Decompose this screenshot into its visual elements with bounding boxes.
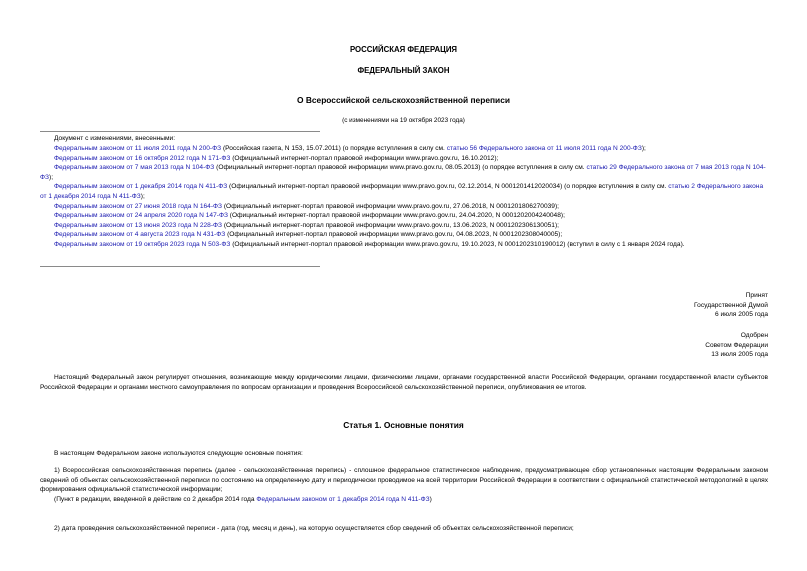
amendment-link[interactable]: Федеральным законом от 7 мая 2013 года N 104-ФЗ	[54, 164, 215, 172]
amendment-item: Федеральным законом от 19 октября 2023 года N 503-ФЗ (Официальный интернет-портал правовой информации www.pravo.gov.ru, 19.10.2023, N 0001202310190012) (вступил в силу с 1 января 2024 года).	[54, 240, 685, 248]
article-1-item-1: 1) Всероссийская сельскохозяйственная перепись (далее - сельскохозяйственная перепись) - сплошное федеральное статистическое наблюдение, предусматривающее сбор установленных настоящим Федеральным законом сведений об объектах сельскохозяйственной переписи по состоянию на определенную дату и периодически проводимое на всей территории Российской Федерации в соответствии с официальной статистической методологией в целях формирования официальной статистической информации; (Пункт в редакции, введенной в действие со 2 декабря 2014 года Федеральным законом от 1 декабря 2014 года N 411-ФЗ)	[40, 467, 768, 503]
amendments-list	[40, 144, 770, 250]
amendment-link[interactable]: Федеральным законом от 16 октября 2012 года N 171-ФЗ	[54, 154, 231, 162]
country-heading: РОССИЙСКАЯ ФЕДЕРАЦИЯ	[349, 45, 458, 54]
adoption-federation-council: Одобрен Советом Федерации 13 июля 2005 года	[705, 332, 768, 359]
amendment-item: Федеральным законом от 16 октября 2012 года N 171-ФЗ (Официальный интернет-портал правовой информации www.pravo.gov.ru, 16.10.2012);	[54, 154, 499, 162]
amendment-link[interactable]: Федеральным законом от 27 июня 2018 года N 164-ФЗ	[54, 202, 223, 210]
amendment-article-link[interactable]: статью 29 Федерального закона от 7 мая 2013 года N 104-ФЗ	[40, 164, 766, 181]
amendment-link[interactable]: Федеральным законом от 4 августа 2023 года N 431-ФЗ	[54, 231, 226, 239]
amendment-item: Федеральным законом от 11 июля 2011 года N 200-ФЗ (Российская газета, N 153, 15.07.2011) (о порядке вступления в силу см. статью 56 Федерального закона от 11 июля 2011 года N 200-ФЗ);	[54, 145, 646, 152]
amendment-article-link[interactable]: статью 56 Федерального закона от 11 июля 2011 года N 200-ФЗ	[446, 145, 642, 152]
amendment-item: Федеральным законом от 24 апреля 2020 года N 147-ФЗ (Официальный интернет-портал правовой информации www.pravo.gov.ru, 24.04.2020, N 0001202004240048);	[54, 212, 565, 220]
article-1-title: Статья 1. Основные понятия	[343, 420, 464, 430]
article-1-item-2: 2) дата проведения сельскохозяйственной переписи - дата (год, месяц и день), на которую осуществляется сбор сведений об объектах сельскохозяйственной переписи;	[54, 525, 574, 532]
item-1-edition-link[interactable]: Федеральным законом от 1 декабря 2014 года N 411-ФЗ	[256, 495, 430, 503]
amendment-article-link[interactable]: статью 2 Федерального закона от 1 декабря 2014 года N 411-ФЗ	[40, 183, 764, 200]
amendment-link[interactable]: Федеральным законом от 1 декабря 2014 года N 411-ФЗ	[54, 183, 228, 191]
document-title: О Всероссийской сельскохозяйственной переписи	[296, 95, 511, 105]
amendment-link[interactable]: Федеральным законом от 24 апреля 2020 года N 147-ФЗ	[54, 212, 228, 220]
preamble-paragraph: Настоящий Федеральный закон регулирует отношения, возникающие между юридическими лицами, физическими лицами, органами государственной власти Российской Федерации, органами государственной власти субъектов Российской Федерации и органами местного самоуправления по вопросам организации и проведения Всероссийской сельскохозяйственной переписи, опубликования ее итогов.	[40, 374, 768, 391]
amendment-link[interactable]: Федеральным законом от 11 июля 2011 года N 200-ФЗ	[54, 145, 222, 152]
amendment-item: Федеральным законом от 7 мая 2013 года N 104-ФЗ (Официальный интернет-портал правовой информации www.pravo.gov.ru, 08.05.2013) (о порядке вступления в силу см. статью 29 Федерального закона от 7 мая 2013 года N 104-ФЗ);	[40, 164, 766, 181]
amendments-bottom-divider	[40, 266, 320, 267]
item-1-edition-note: (Пункт в редакции, введенной в действие со 2 декабря 2014 года Федеральным законом от 1 декабря 2014 года N 411-ФЗ)	[54, 495, 432, 503]
amendments-top-divider	[40, 131, 320, 132]
amendment-item: Федеральным законом от 13 июня 2023 года N 228-ФЗ (Официальный интернет-портал правовой информации www.pravo.gov.ru, 13.06.2023, N 0001202306130051);	[54, 221, 559, 229]
adoption-duma: Принят Государственной Думой 6 июля 2005 года	[694, 292, 768, 319]
amendment-item: Федеральным законом от 27 июня 2018 года N 164-ФЗ (Официальный интернет-портал правовой информации www.pravo.gov.ru, 27.06.2018, N 0001201806270039);	[54, 202, 559, 210]
amendments-intro: Документ с изменениями, внесенными:	[54, 135, 176, 142]
document-type-heading: ФЕДЕРАЛЬНЫЙ ЗАКОН	[357, 66, 450, 75]
amendment-link[interactable]: Федеральным законом от 13 июня 2023 года N 228-ФЗ	[54, 221, 223, 229]
amendment-item: Федеральным законом от 4 августа 2023 года N 431-ФЗ (Официальный интернет-портал правовой информации www.pravo.gov.ru, 04.08.2023, N 0001202308040005);	[54, 231, 563, 239]
article-1-intro: В настоящем Федеральном законе используются следующие основные понятия:	[54, 450, 303, 457]
amendment-item: Федеральным законом от 1 декабря 2014 года N 411-ФЗ (Официальный интернет-портал правовой информации www.pravo.gov.ru, 02.12.2014, N 0001201412020034) (о порядке вступления в силу см. статью 2 Федерального закона от 1 декабря 2014 года N 411-ФЗ);	[40, 183, 764, 200]
amendment-link[interactable]: Федеральным законом от 19 октября 2023 года N 503-ФЗ	[54, 240, 231, 248]
edition-note: (с изменениями на 19 октября 2023 года)	[342, 117, 465, 124]
amendments-block	[54, 134, 770, 144]
